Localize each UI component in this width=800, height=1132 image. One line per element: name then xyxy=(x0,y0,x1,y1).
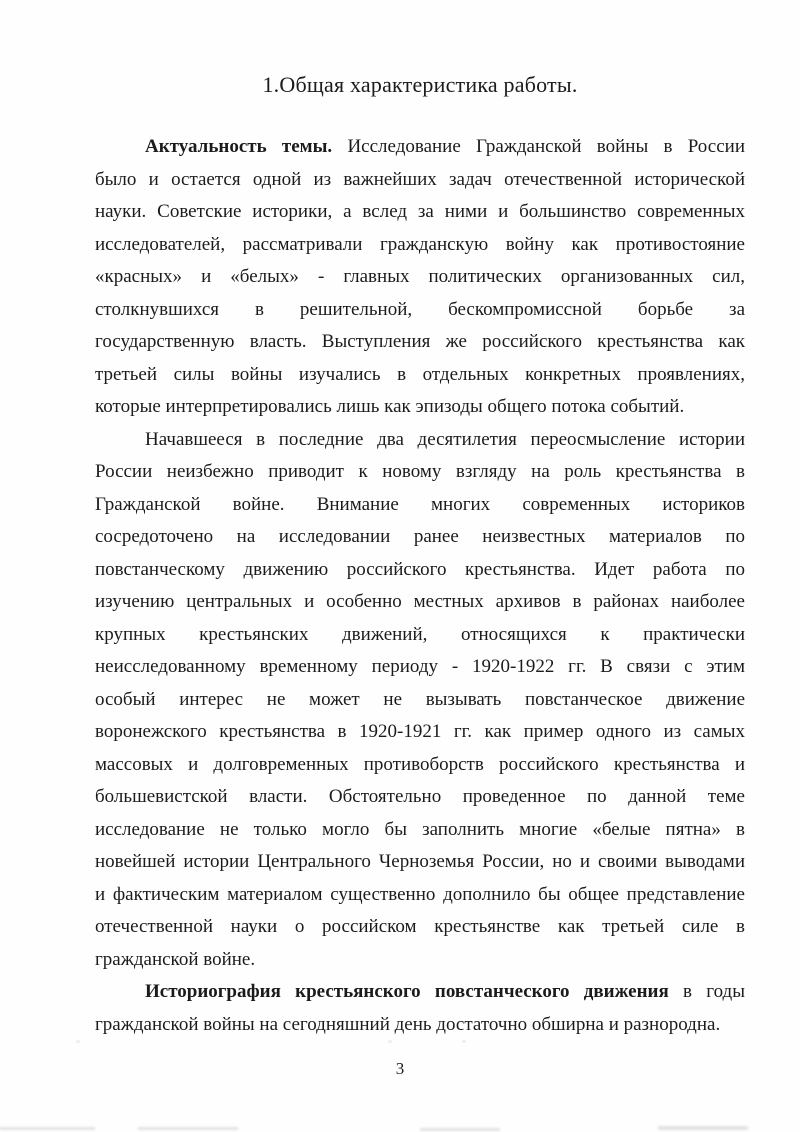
text-line xyxy=(95,749,745,782)
text-segment: изучению центральных и особенно местных архивов в районах наиболее xyxy=(95,591,745,612)
text-line xyxy=(95,781,745,814)
text-segment: отечественной науки о российском крестьянстве как третьей силе в xyxy=(95,916,745,937)
text-line xyxy=(95,456,745,489)
text-line xyxy=(95,911,745,944)
text-segment: Исследование Гражданской войны в России xyxy=(332,136,745,157)
text-line xyxy=(95,391,745,424)
text-line xyxy=(95,229,745,262)
text-segment: гражданской войне. xyxy=(95,948,256,970)
scan-artifact xyxy=(658,1126,748,1130)
text-segment: неисследованному временному периоду - 1920-1922 гг. В связи с этим xyxy=(95,656,745,677)
text-segment: новейшей истории Центрального Черноземья России, но и своими выводами xyxy=(95,851,745,872)
page-number: 3 xyxy=(395,1059,405,1078)
text-line xyxy=(95,846,745,879)
text-line xyxy=(95,164,745,197)
bold-text-segment: Историография крестьянского повстанческого движения xyxy=(145,981,669,1002)
text-segment: особый интерес не может не вызывать повстанческое движение xyxy=(95,688,745,710)
text-line xyxy=(95,586,745,619)
text-line xyxy=(95,976,745,1009)
text-line xyxy=(95,131,745,164)
text-segment: столкнувшихся в решительной, бескомпромиссной борьбе за xyxy=(95,298,745,320)
text-line xyxy=(95,359,745,392)
text-segment: исследователей, рассматривали гражданскую войну как противостояние xyxy=(95,233,745,255)
text-block xyxy=(95,131,745,1041)
text-segment: государственную власть. Выступления же российского крестьянства как xyxy=(95,331,745,352)
text-segment: третьей силы войны изучались в отдельных конкретных проявлениях, xyxy=(95,363,745,385)
text-line xyxy=(95,651,745,684)
text-segment: науки. Советские историки, а вслед за ними и большинство современных xyxy=(95,201,745,222)
text-line xyxy=(95,424,745,457)
scan-speck xyxy=(76,1040,80,1043)
text-line xyxy=(95,554,745,587)
text-segment: было и остается одной из важнейших задач отечественной исторической xyxy=(95,168,745,190)
bold-text-segment: Актуальность темы. xyxy=(145,136,333,157)
text-line xyxy=(95,521,745,554)
text-segment: Гражданской войне. Внимание многих современных историков xyxy=(95,493,745,515)
text-line xyxy=(95,489,745,522)
text-line xyxy=(95,294,745,327)
text-segment: в годы xyxy=(668,981,745,1002)
text-segment: воронежского крестьянства в 1920-1921 гг. как пример одного из самых xyxy=(95,721,745,742)
text-segment: исследование не только могло бы заполнить многие «белые пятна» в xyxy=(95,818,745,840)
text-line xyxy=(95,879,745,912)
text-line xyxy=(95,619,745,652)
text-segment: «красных» и «белых» - главных политических организованных сил, xyxy=(95,266,745,287)
text-line xyxy=(95,944,745,977)
scan-speck xyxy=(388,1040,392,1043)
scan-artifact xyxy=(138,1127,238,1130)
text-segment: которые интерпретировались лишь как эпизоды общего потока событий. xyxy=(95,396,685,417)
text-line xyxy=(95,814,745,847)
text-line xyxy=(95,196,745,229)
text-segment: сосредоточено на исследовании ранее неизвестных материалов по xyxy=(95,526,745,547)
text-line xyxy=(95,326,745,359)
text-line xyxy=(95,684,745,717)
text-segment: гражданской войны на сегодняшний день достаточно обширна и разнородна. xyxy=(95,1013,721,1035)
text-segment: повстанческому движению российского крестьянства. Идет работа по xyxy=(95,558,745,580)
page-title: 1.Общая характеристика работы. xyxy=(262,72,578,97)
scan-artifact xyxy=(0,1127,95,1130)
text-segment: и фактическим материалом существенно дополнило бы общее представление xyxy=(95,883,745,905)
text-segment: России неизбежно приводит к новому взгляду на роль крестьянства в xyxy=(95,461,745,482)
text-line xyxy=(95,261,745,294)
scan-speck xyxy=(462,1040,466,1043)
text-segment: крупных крестьянских движений, относящихся к практически xyxy=(95,623,745,645)
scan-artifact xyxy=(420,1128,500,1131)
text-segment: Начавшееся в последние два десятилетия переосмысление истории xyxy=(145,428,745,450)
text-line xyxy=(95,1009,745,1042)
text-line xyxy=(95,716,745,749)
text-segment: большевистской власти. Обстоятельно проведенное по данной теме xyxy=(95,786,745,807)
text-segment: массовых и долговременных противоборств российского крестьянства и xyxy=(95,753,745,775)
